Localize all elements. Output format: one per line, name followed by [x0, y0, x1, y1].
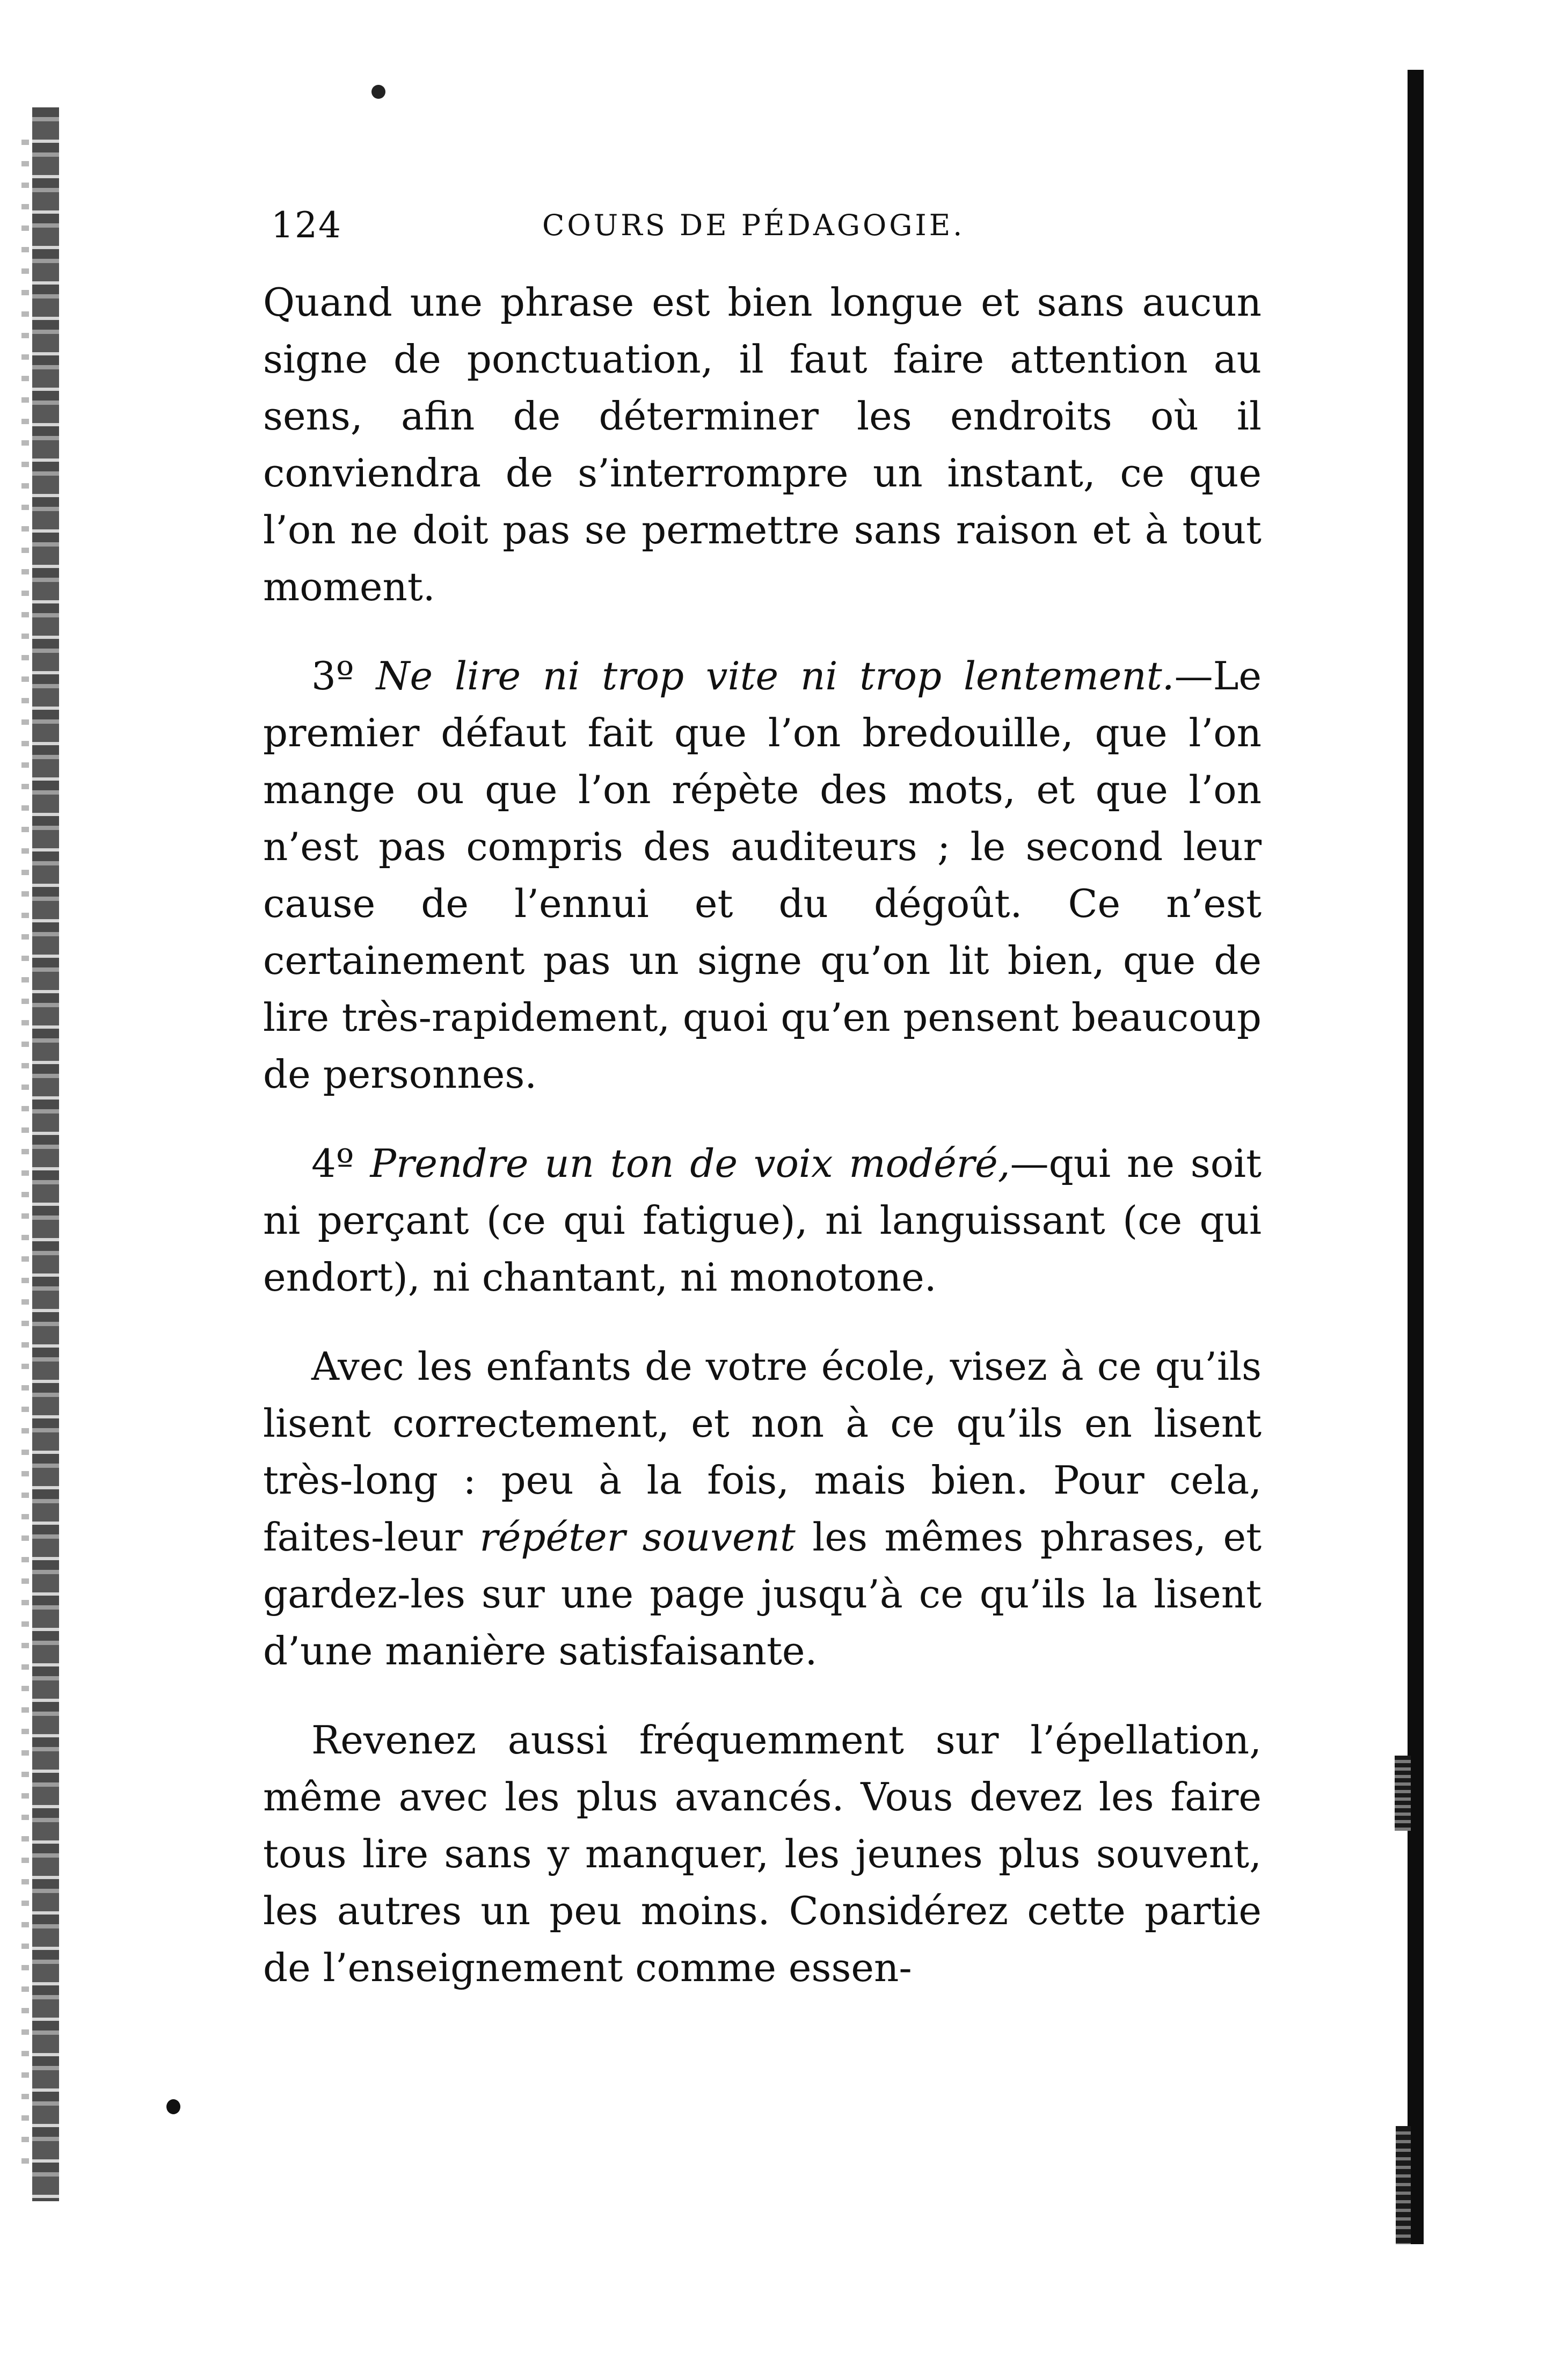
paragraph-text: —Le premier défaut fait que l’on bredouille, que l’on mange ou que l’on répète des mots, et que l’on n’est pas compris des auditeurs ; le second leur cause de l’ennui et du dégoût. Ce n’est certainement pas un signe qu’on lit bien, que de lire très-rapidement, quoi qu’en pensent beaucoup de personnes. — [263, 653, 1262, 1097]
section-number: 4º — [311, 1141, 354, 1186]
scan-edge-right-fragment — [1395, 1756, 1411, 1831]
emphasis-text: répéter souvent — [479, 1515, 796, 1560]
section-heading: Ne lire ni trop vite ni trop lentement. — [376, 653, 1175, 698]
paragraph-voice-tone — [263, 1135, 1262, 1306]
paragraph-punctuation — [263, 274, 1262, 615]
page-number: 124 — [271, 205, 342, 246]
paragraph-text-after: les mêmes phrases, et gardez-les sur une page jusqu’à ce qu’ils la lisent d’une manière satisfaisante. — [263, 1515, 1262, 1673]
paragraph-text: Quand une phrase est bien longue et sans aucun signe de ponctuation, il faut faire attention au sens, afin de déterminer les endroits où il conviendra de s’interrompre un instant, ce que l’on ne doit pas se permettre sans raison et à tout moment. — [263, 280, 1262, 609]
scan-edge-left-thin — [21, 140, 29, 2180]
ink-speck-top — [371, 85, 385, 99]
body-text — [263, 274, 1262, 1996]
paragraph-text: Revenez aussi fréquemment sur l’épellation, même avec les plus avancés. Vous devez les faire tous lire sans y manquer, les jeunes plus souvent, les autres un peu moins. Considérez cette partie de l’enseignement comme essen- — [263, 1717, 1262, 1990]
paragraph-text: —qui ne soit ni perçant (ce qui fatigue), ni languissant (ce qui endort), ni chantant, ni monotone. — [263, 1141, 1262, 1300]
section-heading: Prendre un ton de voix modéré, — [370, 1141, 1010, 1186]
paragraph-school-children — [263, 1338, 1262, 1679]
running-head — [271, 199, 1264, 252]
paragraph-spelling — [263, 1712, 1262, 1996]
ink-speck-dot — [166, 2099, 180, 2114]
scan-edge-right — [1408, 70, 1424, 2244]
paragraph-text-before: Avec les enfants de votre école, visez à ce qu’ils lisent correctement, et non à ce qu’ils en lisent très-long : peu à la fois, mais bien. Pour cela, faites-leur — [263, 1344, 1262, 1560]
scan-edge-right-fragment-lower — [1396, 2126, 1411, 2244]
running-title: COURS DE PÉDAGOGIE. — [542, 208, 965, 242]
paragraph-reading-speed — [263, 647, 1262, 1103]
section-number: 3º — [311, 653, 354, 698]
scan-edge-left — [32, 107, 59, 2201]
